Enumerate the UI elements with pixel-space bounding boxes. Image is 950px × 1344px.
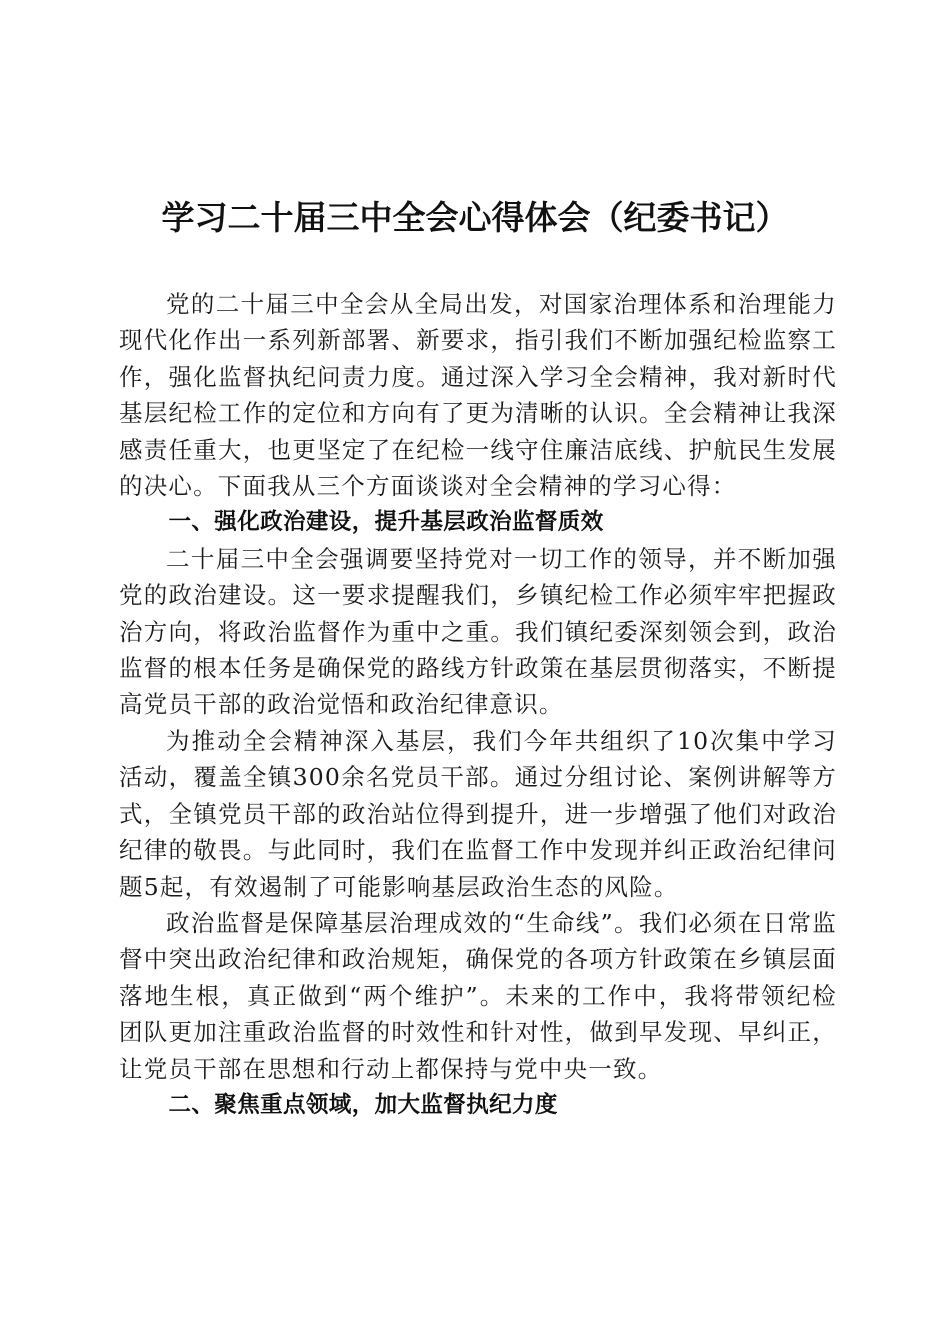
section-1-paragraph-3: 政治监督是保障基层治理成效的“生命线”。我们必须在日常监督中突出政治纪律和政治规矩，确保党的各项方针政策在乡镇层面落地生根，真正做到“两个维护”。未来的工作中，我将带领纪检团队更加注重政治监督的时效性和针对性，做到早发现、早纠正，让党员干部在思想和行动上都保持与党中央一致。 bbox=[119, 908, 837, 1083]
section-1-paragraph-2: 为推动全会精神深入基层，我们今年共组织了10次集中学习活动，覆盖全镇300余名党员干部。通过分组讨论、案例讲解等方式，全镇党员干部的政治站位得到提升，进一步增强了他们对政治纪律的敬畏。与此同时，我们在监督工作中发现并纠正政治纪律问题5起，有效遏制了可能影响基层政治生态的风险。 bbox=[119, 726, 837, 901]
document-title: 学习二十届三中全会心得体会（纪委书记） bbox=[161, 198, 789, 237]
section-1-paragraph-1: 二十届三中全会强调要坚持党对一切工作的领导，并不断加强党的政治建设。这一要求提醒我们，乡镇纪检工作必须牢牢把握政治方向，将政治监督作为重中之重。我们镇纪委深刻领会到，政治监督的根本任务是确保党的路线方针政策在基层贯彻落实，不断提高党员干部的政治觉悟和政治纪律意识。 bbox=[119, 544, 837, 719]
section-2-heading: 二、聚焦重点领域，加大监督执纪力度 bbox=[168, 1091, 558, 1118]
section-1-heading: 一、强化政治建设，提升基层政治监督质效 bbox=[168, 509, 604, 536]
document-body bbox=[119, 286, 837, 1123]
intro-paragraph: 党的二十届三中全会从全局出发，对国家治理体系和治理能力现代化作出一系列新部署、新要求，指引我们不断加强纪检监察工作，强化监督执纪问责力度。通过深入学习全会精神，我对新时代基层纪检工作的定位和方向有了更为清晰的认识。全会精神让我深感责任重大，也更坚定了在纪检一线守住廉洁底线、护航民生发展的决心。下面我从三个方面谈谈对全会精神的学习心得： bbox=[119, 290, 837, 501]
